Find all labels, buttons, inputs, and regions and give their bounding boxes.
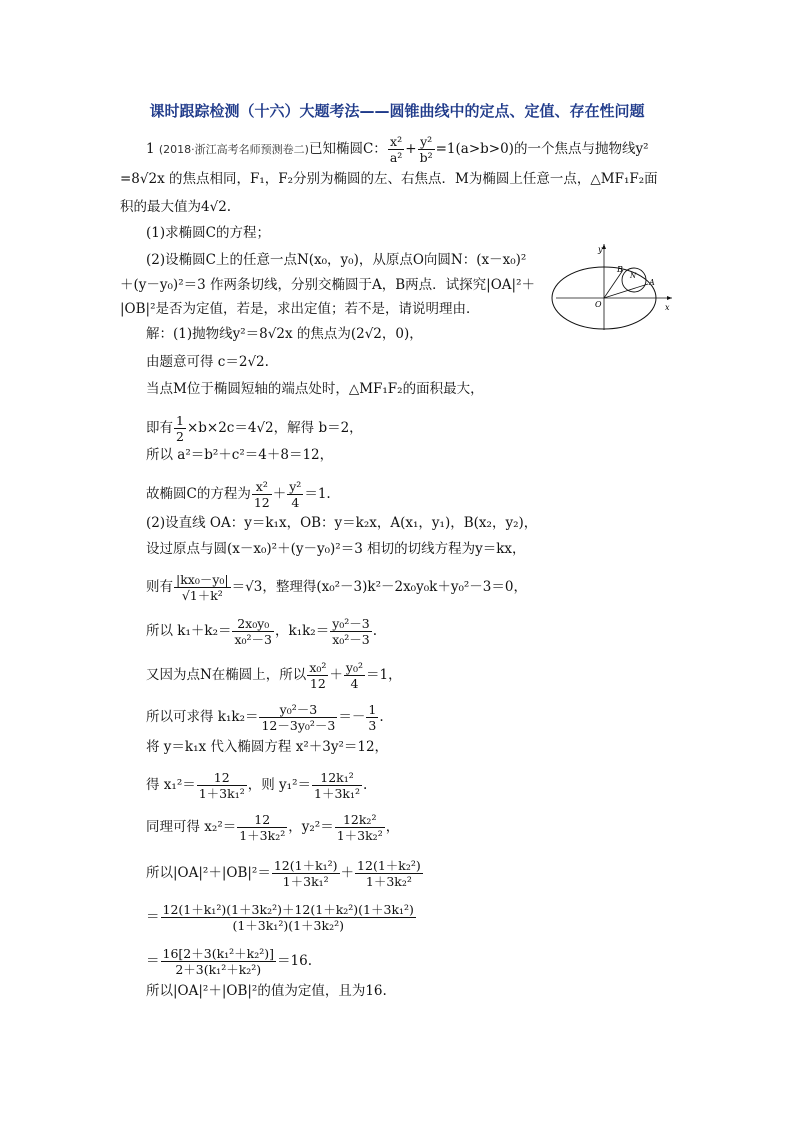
x-axis-label: x	[665, 303, 670, 312]
page-title: 课时跟踪检测（十六）大题考法——圆锥曲线中的定点、定值、存在性问题	[149, 102, 645, 120]
origin-label: O	[595, 300, 602, 309]
fraction: $\frac{\text{y₀²}}{4}$	[345, 660, 363, 691]
solution-line: ＝ $\frac{\text{12(1＋k₁²)(1＋3k₂²)＋12(1＋k₂²)(1＋3k₁²)}}{\text{(1＋3k₁²)(1＋3k₂²)}}$	[146, 902, 414, 933]
solution-line: 所以 k₁＋k₂＝ $\frac{\text{2x₀y₀}}{\text{x₀²－3}}$ ，k₁k₂＝ $\frac{\text{y₀²－3}}{\text{x₀²－3}}$ .	[146, 616, 378, 647]
solution-line: 所以 a²＝b²＋c²＝4＋8＝12，	[146, 447, 334, 463]
fraction: $\frac{\text{y₀²－3}}{\text{x₀²－3}}$	[332, 616, 370, 647]
solution-line: 当点M位于椭圆短轴的端点处时，△MF₁F₂的面积最大，	[146, 381, 484, 397]
operator: +	[405, 141, 417, 157]
fraction: $\frac{\text{12(1＋k₁²)}}{\text{1＋3k₁²}}$	[273, 858, 338, 889]
solution-line: 又因为点N在椭圆上，所以 $\frac{\text{x₀²}}{12}$ ＋ $\frac{\text{y₀²}}{4}$ ＝1，	[146, 660, 402, 691]
problem-line-3: 积的最大值为4√2.	[120, 199, 232, 215]
point-b-label: B	[617, 265, 623, 274]
point-a-label: A	[649, 278, 655, 287]
fraction: $\frac{\text{12k₂²}}{\text{1＋3k₂²}}$	[336, 812, 383, 843]
solution-line: 即有 $\frac{1}{2}$ ×b×2c＝4√2，解得 b＝2，	[146, 413, 363, 444]
problem-number: 1	[146, 141, 155, 157]
fraction: $\frac{\text{x²}}{\text{a²}}$	[389, 134, 403, 165]
solution-line: 设过原点与圆(x－x₀)²＋(y－y₀)²＝3 相切的切线方程为y＝kx，	[146, 541, 526, 557]
fraction: $\frac{\text{2x₀y₀}}{\text{x₀²－3}}$	[234, 616, 273, 647]
solution-line: 故椭圆C的方程为 $\frac{\text{x²}}{12}$ ＋ $\frac{\text{y²}}{4}$ ＝1.	[146, 479, 331, 510]
solution-line: ＝ $\frac{\text{16[2＋3(k₁²＋k₂²)]}}{\text{2＋3(k₁²＋k₂²)}}$ ＝16.	[146, 946, 312, 977]
problem-line-2: =8√2x 的焦点相同，F₁，F₂分别为椭圆的左、右焦点．M为椭圆上任意一点，△MF₁F₂面	[120, 171, 658, 187]
fraction: $\frac{1}{3}$	[368, 702, 377, 733]
fraction: $\frac{\text{y₀²－3}}{\text{12－3y₀²－3}}$	[261, 702, 336, 733]
fraction: $\frac{12}{\text{1＋3k₁²}}$	[198, 770, 245, 801]
fraction: $\frac{\text{16[2＋3(k₁²＋k₂²)]}}{\text{2＋3(k₁²＋k₂²)}}$	[162, 946, 275, 977]
solution-line: 由题意可得 c＝2√2.	[146, 354, 269, 370]
question-2-line-1: (2)设椭圆C上的任意一点N(x₀，y₀)，从原点O向圆N：(x－x₀)²	[146, 252, 527, 268]
solution-line: 则有 $\frac{\text{|kx₀－y₀|}}{\text{√1＋k²}}$ ＝√3，整理得(x₀²－3)k²－2x₀y₀k＋y₀²－3＝0，	[146, 572, 527, 603]
fraction: $\frac{\text{x₀²}}{12}$	[309, 660, 327, 691]
problem-text: =1(a>b>0)的一个焦点与抛物线y²	[435, 141, 649, 157]
solution-line: 将 y＝k₁x 代入椭圆方程 x²＋3y²＝12，	[146, 739, 389, 755]
question-2-line-2: ＋(y－y₀)²＝3 作两条切线，分别交椭圆于A，B两点．试探究|OA|²＋	[120, 277, 535, 293]
solution-line: 同理可得 x₂²＝ $\frac{12}{\text{1＋3k₂²}}$ ，y₂²＝ $\frac{\text{12k₂²}}{\text{1＋3k₂²}}$ ，	[146, 812, 400, 843]
fraction: $\frac{\text{x²}}{12}$	[253, 479, 270, 510]
fraction: $\frac{\text{12k₁²}}{\text{1＋3k₁²}}$	[314, 770, 361, 801]
fraction: $\frac{1}{2}$	[176, 413, 184, 444]
question-2-line-3: |OB|²是否为定值，若是，求出定值；若不是，请说明理由．	[120, 301, 480, 317]
problem-source: (2018·浙江高考名师预测卷二)	[158, 143, 309, 156]
fraction: $\frac{\text{|kx₀－y₀|}}{\text{√1＋k²}}$	[176, 572, 229, 603]
question-1: (1)求椭圆C的方程；	[146, 225, 270, 241]
problem-line-1	[146, 134, 649, 165]
ellipse-figure	[548, 240, 676, 332]
solution-line: (2)设直线 OA：y＝k₁x，OB：y＝k₂x，A(x₁，y₁)，B(x₂，y₂)，	[146, 515, 538, 531]
solution-conclusion: 所以|OA|²＋|OB|²的值为定值，且为16.	[146, 983, 387, 999]
solution-line: 所以|OA|²＋|OB|²＝ $\frac{\text{12(1＋k₁²)}}{\text{1＋3k₁²}}$ ＋ $\frac{\text{12(1＋k₂²)}}{\text{1＋3k₂²}}$	[146, 858, 421, 889]
solution-line: 得 x₁²＝ $\frac{12}{\text{1＋3k₁²}}$ ，则 y₁²＝ $\frac{\text{12k₁²}}{\text{1＋3k₁²}}$ .	[146, 770, 368, 801]
fraction: $\frac{\text{12(1＋k₁²)(1＋3k₂²)＋12(1＋k₂²)(1＋3k₁²)}}{\text{(1＋3k₁²)(1＋3k₂²)}}$	[162, 902, 414, 933]
fraction: $\frac{\text{y²}}{4}$	[289, 479, 302, 510]
fraction: $\frac{\text{y²}}{\text{b²}}$	[419, 134, 433, 165]
point-n-label: N	[630, 272, 637, 280]
solution-line: 所以可求得 k₁k₂＝ $\frac{\text{y₀²－3}}{\text{12－3y₀²－3}}$ ＝－ $\frac{1}{3}$ .	[146, 702, 384, 733]
solution-line: 解：(1)抛物线y²＝8√2x 的焦点为(2√2，0)，	[146, 326, 423, 342]
problem-text: 已知椭圆C：	[308, 141, 387, 157]
y-axis-label: y	[598, 245, 603, 254]
fraction: $\frac{12}{\text{1＋3k₂²}}$	[239, 812, 286, 843]
fraction: $\frac{\text{12(1＋k₂²)}}{\text{1＋3k₂²}}$	[357, 858, 421, 889]
